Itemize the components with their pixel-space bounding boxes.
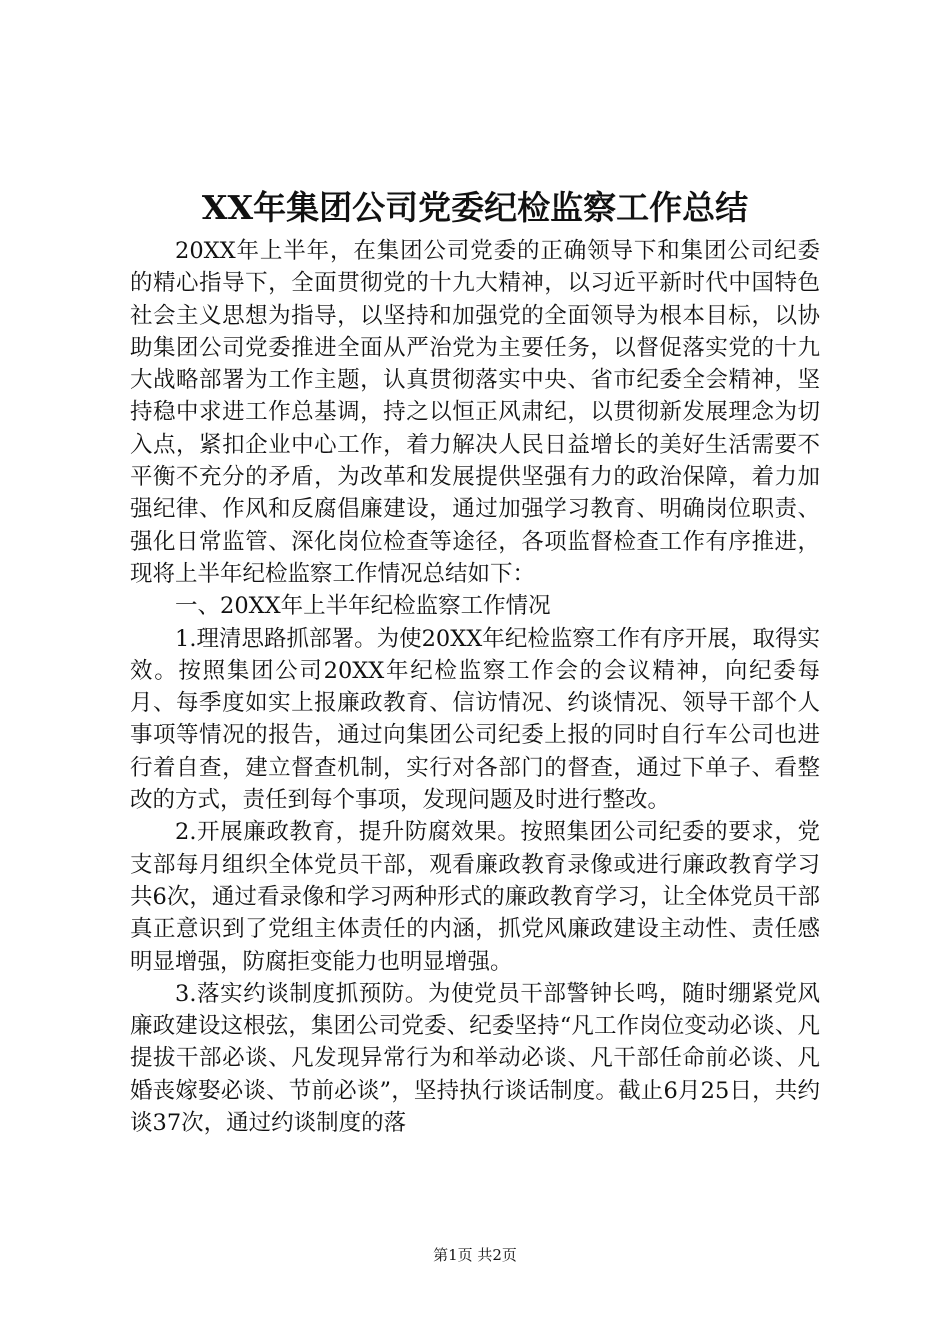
document-body xyxy=(130,235,820,1139)
paragraph-item-3: 3.落实约谈制度抓预防。为使党员干部警钟长鸣，随时绷紧党风廉政建设这根弦，集团公司党委、纪委坚持“凡工作岗位变动必谈、凡提拔干部必谈、凡发现异常行为和举动必谈、凡干部任命前必谈、凡婚丧嫁娶必谈、节前必谈”，坚持执行谈话制度。截止6月25日，共约谈37次，通过约谈制度的落 xyxy=(130,980,820,1137)
section-heading-1: 一、20XX年上半年纪检监察工作情况 xyxy=(175,593,551,620)
page-number-footer: 第1页 共2页 xyxy=(433,1246,517,1264)
paragraph-item-1: 1.理清思路抓部署。为使20XX年纪检监察工作有序开展，取得实效。按照集团公司20XX年纪检监察工作会的会议精神，向纪委每月、每季度如实上报廉政教育、信访情况、约谈情况、领导干部个人事项等情况的报告，通过向集团公司纪委上报的同时自行车公司也进行着自查，建立督查机制，实行对各部门的督查，通过下单子、看整改的方式，责任到每个事项，发现问题及时进行整改。 xyxy=(130,625,820,814)
paragraph-item-2: 2.开展廉政教育，提升防腐效果。按照集团公司纪委的要求，党支部每月组织全体党员干部，观看廉政教育录像或进行廉政教育学习共6次，通过看录像和学习两种形式的廉政教育学习，让全体党员干部真正意识到了党组主体责任的内涵，抓党风廉政建设主动性、责任感明显增强，防腐拒变能力也明显增强。 xyxy=(130,819,820,975)
document-title: XX年集团公司党委纪检监察工作总结 xyxy=(201,188,749,227)
paragraph-intro: 20XX年上半年，在集团公司党委的正确领导下和集团公司纪委的精心指导下，全面贯彻党的十九大精神，以习近平新时代中国特色社会主义思想为指导，以坚持和加强党的全面领导为根本目标，以协助集团公司党委推进全面从严治党为主要任务，以督促落实党的十九大战略部署为工作主题，认真贯彻落实中央、省市纪委全会精神，坚持稳中求进工作总基调，持之以恒正风肃纪，以贯彻新发展理念为切入点，紧扣企业中心工作，着力解决人民日益增长的美好生活需要不平衡不充分的矛盾，为改革和发展提供坚强有力的政治保障，着力加强纪律、作风和反腐倡廉建设，通过加强学习教育、明确岗位职责、强化日常监管、深化岗位检查等途径，各项监督检查工作有序推进，现将上半年纪检监察工作情况总结如下： xyxy=(130,238,820,587)
